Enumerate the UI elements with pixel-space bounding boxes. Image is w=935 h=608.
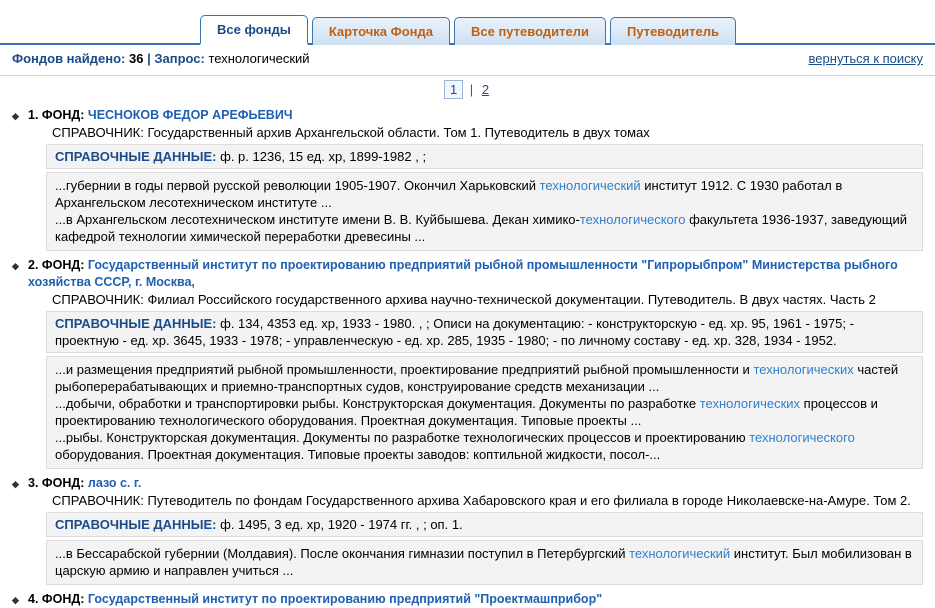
- result-number: 4.: [28, 592, 39, 606]
- found-label: Фондов найдено:: [12, 51, 126, 66]
- fond-name-link[interactable]: Государственный институт по проектированию предприятий рыбной промышленности "Гипрорыбпром" Министерства рыбного хозяйства СССР, г. Москва,: [28, 258, 898, 289]
- result-item: [12, 475, 923, 585]
- guide-value: Филиал Российского государственного архива научно-технической документации. Путеводитель. В двух частях. Часть 2: [147, 292, 876, 307]
- result-number: 3.: [28, 476, 39, 490]
- snippet-highlight: технологических: [699, 396, 801, 411]
- snippet: [55, 545, 914, 579]
- snippet: [55, 395, 914, 429]
- infobar-separator: |: [147, 51, 151, 66]
- snippet-highlight: технологических: [753, 362, 854, 377]
- snippet-highlight: технологического: [749, 430, 855, 445]
- fond-label: ФОНД:: [41, 476, 85, 490]
- reference-data-label: СПРАВОЧНЫЕ ДАННЫЕ:: [55, 316, 217, 331]
- fond-name-link[interactable]: лазо с. г.: [87, 476, 142, 490]
- fond-heading: [12, 257, 923, 291]
- reference-data-box: [46, 311, 923, 353]
- snippet: [55, 211, 914, 245]
- reference-data-value: ф. 1495, 3 ед. хр, 1920 - 1974 гг. , ; оп. 1.: [220, 517, 463, 532]
- found-count: 36: [129, 51, 144, 66]
- result-item: [12, 591, 923, 608]
- snippet-text: факультета 1936-1937, заведующий кафедрой технологии химической переработки древесины ...: [55, 212, 907, 244]
- fond-heading: [12, 591, 923, 608]
- snippet-box: [46, 356, 923, 469]
- bullet-icon: ◆: [12, 111, 19, 121]
- reference-data-label: СПРАВОЧНЫЕ ДАННЫЕ:: [55, 149, 217, 164]
- result-number: 2.: [28, 258, 39, 272]
- bullet-icon: ◆: [12, 479, 19, 489]
- bullet-icon: ◆: [12, 261, 19, 271]
- tab-all-fonds[interactable]: Все фонды: [200, 15, 308, 45]
- guide-label: СПРАВОЧНИК:: [52, 493, 144, 508]
- page-2-button[interactable]: 2: [481, 82, 490, 97]
- snippet-text: ...добычи, обработки и транспортировки рыбы. Конструкторская документация. Документы по разработке: [55, 396, 700, 411]
- fond-name-link[interactable]: Государственный институт по проектированию предприятий "Проектмашприбор": [87, 592, 603, 606]
- query-label: Запрос:: [154, 51, 205, 66]
- snippet: [55, 361, 914, 395]
- snippet-highlight: технологический: [539, 178, 641, 193]
- tab-guide[interactable]: Путеводитель: [610, 17, 736, 45]
- snippet-text: ...и размещения предприятий рыбной промышленности, проектирование предприятий рыбной промышленности и: [55, 362, 754, 377]
- snippet-text: институт. Был мобилизован в царскую армию и направлен учиться ...: [55, 546, 912, 578]
- snippet-highlight: технологического: [579, 212, 686, 227]
- result-item: [12, 257, 923, 469]
- results-list: [0, 105, 935, 608]
- guide-value: Государственный архив Архангельской области. Том 1. Путеводитель в двух томах: [147, 125, 650, 140]
- fond-heading: [12, 107, 923, 124]
- back-to-search-link[interactable]: вернуться к поиску: [808, 51, 923, 66]
- guide-label: СПРАВОЧНИК:: [52, 292, 144, 307]
- results-info-bar: [0, 45, 935, 76]
- snippet-text: оборудования. Проектная документация. Типовые проекты заводов: коптильной жидкости, посол-...: [55, 447, 661, 462]
- snippet-text: ...губернии в годы первой русской революции 1905-1907. Окончил Харьковский: [55, 178, 540, 193]
- fond-label: ФОНД:: [41, 258, 85, 272]
- tab-bar: [0, 0, 935, 45]
- tab-all-guides[interactable]: Все путеводители: [454, 17, 606, 45]
- reference-data-value: ф. р. 1236, 15 ед. хр, 1899-1982 , ;: [220, 149, 427, 164]
- guide-label: СПРАВОЧНИК:: [52, 125, 144, 140]
- snippet-box: [46, 172, 923, 251]
- snippet-text: ...в Бессарабской губернии (Молдавия). После окончания гимназии поступил в Петербургский: [55, 546, 630, 561]
- reference-data-value: ф. 134, 4353 ед. хр, 1933 - 1980. , ; Описи на документацию: - конструкторскую - ед. хр. 95, 1961 - 1975; - проектную - ед. хр. 3645, 1933 - 1978; - управленческую - ед. хр. 285, 1935 - 1980; - по личному составу - ед. хр. 328, 1934 - 1952.: [55, 316, 854, 348]
- query-value: технологический: [208, 51, 310, 66]
- fond-label: ФОНД:: [41, 592, 85, 606]
- fond-label: ФОНД:: [41, 108, 85, 122]
- reference-data-box: [46, 144, 923, 169]
- fond-name-link[interactable]: ЧЕСНОКОВ ФЕДОР АРЕФЬЕВИЧ: [87, 108, 293, 122]
- guide-line: [12, 492, 923, 509]
- tab-fond-card[interactable]: Карточка Фонда: [312, 17, 450, 45]
- reference-data-label: СПРАВОЧНЫЕ ДАННЫЕ:: [55, 517, 217, 532]
- snippet-box: [46, 540, 923, 585]
- snippet-highlight: технологический: [629, 546, 731, 561]
- result-item: [12, 107, 923, 251]
- snippet: [55, 177, 914, 211]
- page-1-button[interactable]: 1: [444, 80, 463, 99]
- bullet-icon: ◆: [12, 595, 19, 605]
- snippet: [55, 429, 914, 463]
- pagination: [0, 76, 935, 105]
- reference-data-box: [46, 512, 923, 537]
- guide-line: [12, 291, 923, 308]
- snippet-text: процессов и проектированию технологического оборудования. Проектная документация. Типовые проекты ...: [55, 396, 878, 428]
- snippet-text: институт 1912. С 1930 работал в Архангельском лесотехническом институте ...: [55, 178, 843, 210]
- pager-separator: |: [469, 82, 474, 97]
- snippet-text: ...в Архангельском лесотехническом институте имени В. В. Куйбышева. Декан химико-: [55, 212, 580, 227]
- snippet-text: частей рыбоперерабатывающих и приемно-транспортных судов, конструирование средств механизации ...: [55, 362, 899, 394]
- result-number: 1.: [28, 108, 39, 122]
- snippet-text: ...рыбы. Конструкторская документация. Документы по разработке технологических процессов и проектированию: [55, 430, 750, 445]
- guide-value: Путеводитель по фондам Государственного архива Хабаровского края и его филиала в городе Николаевске-на-Амуре. Том 2.: [147, 493, 911, 508]
- guide-line: [12, 124, 923, 141]
- fond-heading: [12, 475, 923, 492]
